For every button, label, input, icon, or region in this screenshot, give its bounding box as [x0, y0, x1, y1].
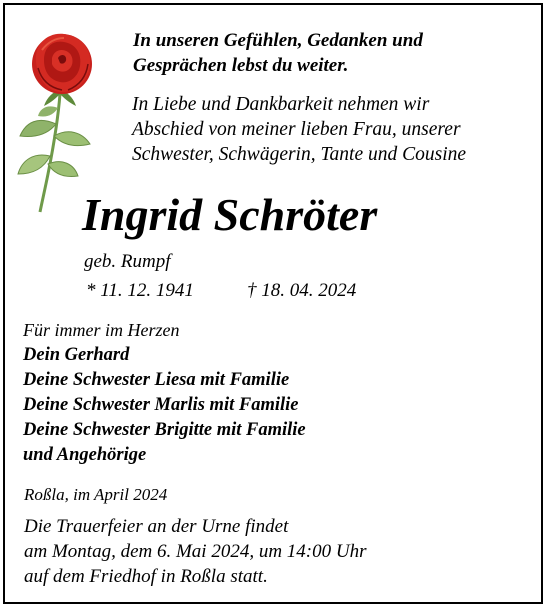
death-date: † 18. 04. 2024: [247, 280, 357, 301]
mourners-block: [23, 318, 306, 468]
mourners-preamble: Für immer im Herzen: [23, 320, 180, 340]
intro-line: Schwester, Schwägerin, Tante und Cousine: [132, 144, 467, 165]
funeral-line: auf dem Friedhof in Roßla statt.: [24, 566, 268, 587]
place-date: Roßla, im April 2024: [24, 485, 168, 504]
intro-line: Abschied von meiner lieben Frau, unserer: [132, 119, 461, 140]
life-dates: [86, 279, 357, 303]
mourner-name: Deine Schwester Marlis mit Familie: [23, 395, 299, 415]
birth-date: * 11. 12. 1941: [86, 280, 194, 301]
intro-line: In Liebe und Dankbarkeit nehmen wir: [132, 94, 430, 115]
intro-text: [132, 92, 466, 167]
deceased-name: Ingrid Schröter: [82, 189, 378, 240]
mourner-name: Dein Gerhard: [23, 345, 130, 365]
mourner-name: Deine Schwester Brigitte mit Familie: [23, 420, 306, 440]
funeral-line: am Montag, dem 6. Mai 2024, um 14:00 Uhr: [24, 541, 367, 562]
motto: [133, 28, 423, 78]
birth-name: geb. Rumpf: [84, 251, 171, 272]
funeral-info: [24, 514, 367, 589]
motto-line: In unseren Gefühlen, Gedanken und: [133, 30, 423, 51]
mourner-name: und Angehörige: [23, 445, 147, 465]
mourner-name: Deine Schwester Liesa mit Familie: [23, 370, 290, 390]
rose-icon: [8, 24, 108, 214]
funeral-line: Die Trauerfeier an der Urne findet: [24, 516, 289, 537]
motto-line: Gesprächen lebst du weiter.: [133, 55, 349, 76]
